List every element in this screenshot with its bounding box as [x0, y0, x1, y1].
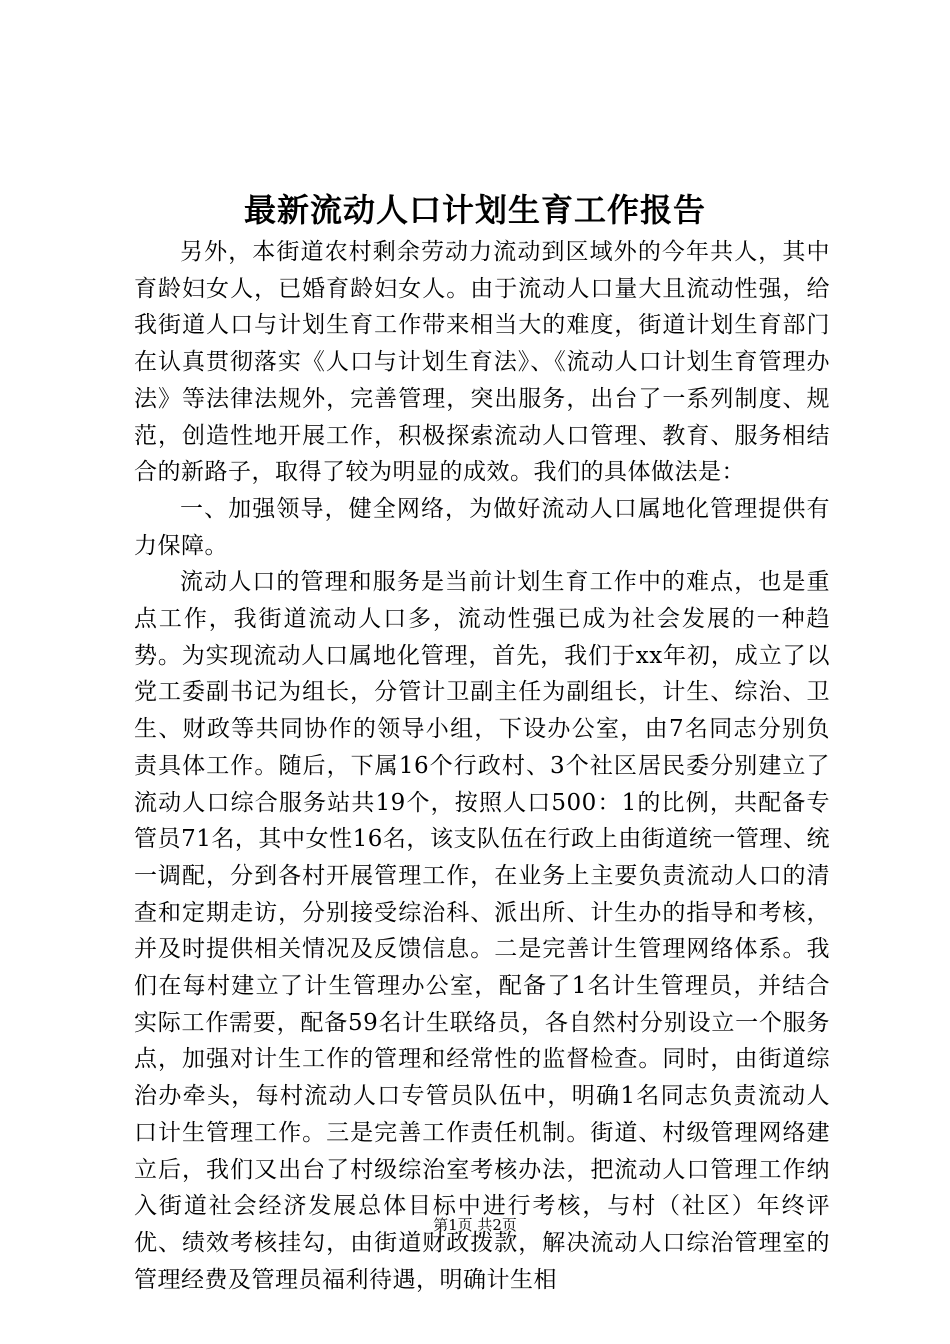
paragraph-heading-one: 一、加强领导，健全网络，为做好流动人口属地化管理提供有力保障。: [134, 495, 830, 559]
paragraph-intro: 另外，本街道农村剩余劳动力流动到区域外的今年共人，其中育龄妇女人，已婚育龄妇女人。由于流动人口量大且流动性强，给我街道人口与计划生育工作带来相当大的难度，街道计划生育部门在认真贯彻落实《人口与计划生育法》、《流动人口计划生育管理办法》等法律法规外，完善管理，突出服务，出台了一系列制度、规范，创造性地开展工作，积极探索流动人口管理、教育、服务相结合的新路子，取得了较为明显的成效。我们的具体做法是：: [134, 239, 830, 486]
document-title: 最新流动人口计划生育工作报告: [243, 191, 706, 229]
page-number-footer: 第1页 共2页: [433, 1216, 517, 1234]
paragraph-management: 流动人口的管理和服务是当前计划生育工作中的难点，也是重点工作，我街道流动人口多，流动性强已成为社会发展的一种趋势。为实现流动人口属地化管理，首先，我们于xx年初，成立了以党工委副书记为组长，分管计卫副主任为副组长，计生、综治、卫生、财政等共同协作的领导小组，下设办公室，由7名同志分别负责具体工作。随后，下属16个行政村、3个社区居民委分别建立了流动人口综合服务站共19个，按照人口500：1的比例，共配备专管员71名，其中女性16名，该支队伍在行政上由街道统一管理、统一调配，分到各村开展管理工作，在业务上主要负责流动人口的清查和定期走访，分别接受综治科、派出所、计生办的指导和考核，并及时提供相关情况及反馈信息。二是完善计生管理网络体系。我们在每村建立了计生管理办公室，配备了1名计生管理员，并结合实际工作需要，配备59名计生联络员，各自然村分别设立一个服务点，加强对计生工作的管理和经常性的监督检查。同时，由街道综治办牵头，每村流动人口专管员队伍中，明确1名同志负责流动人口计生管理工作。三是完善工作责任机制。街道、村级管理网络建立后，我们又出台了村级综治室考核办法，把流动人口管理工作纳入街道社会经济发展总体目标中进行考核，与村（社区）年终评优、绩效考核挂勾，由街道财政拨款，解决流动人口综治管理室的管理经费及管理员福利待遇，明确计生相: [134, 569, 830, 1293]
document-body: [134, 234, 830, 1298]
